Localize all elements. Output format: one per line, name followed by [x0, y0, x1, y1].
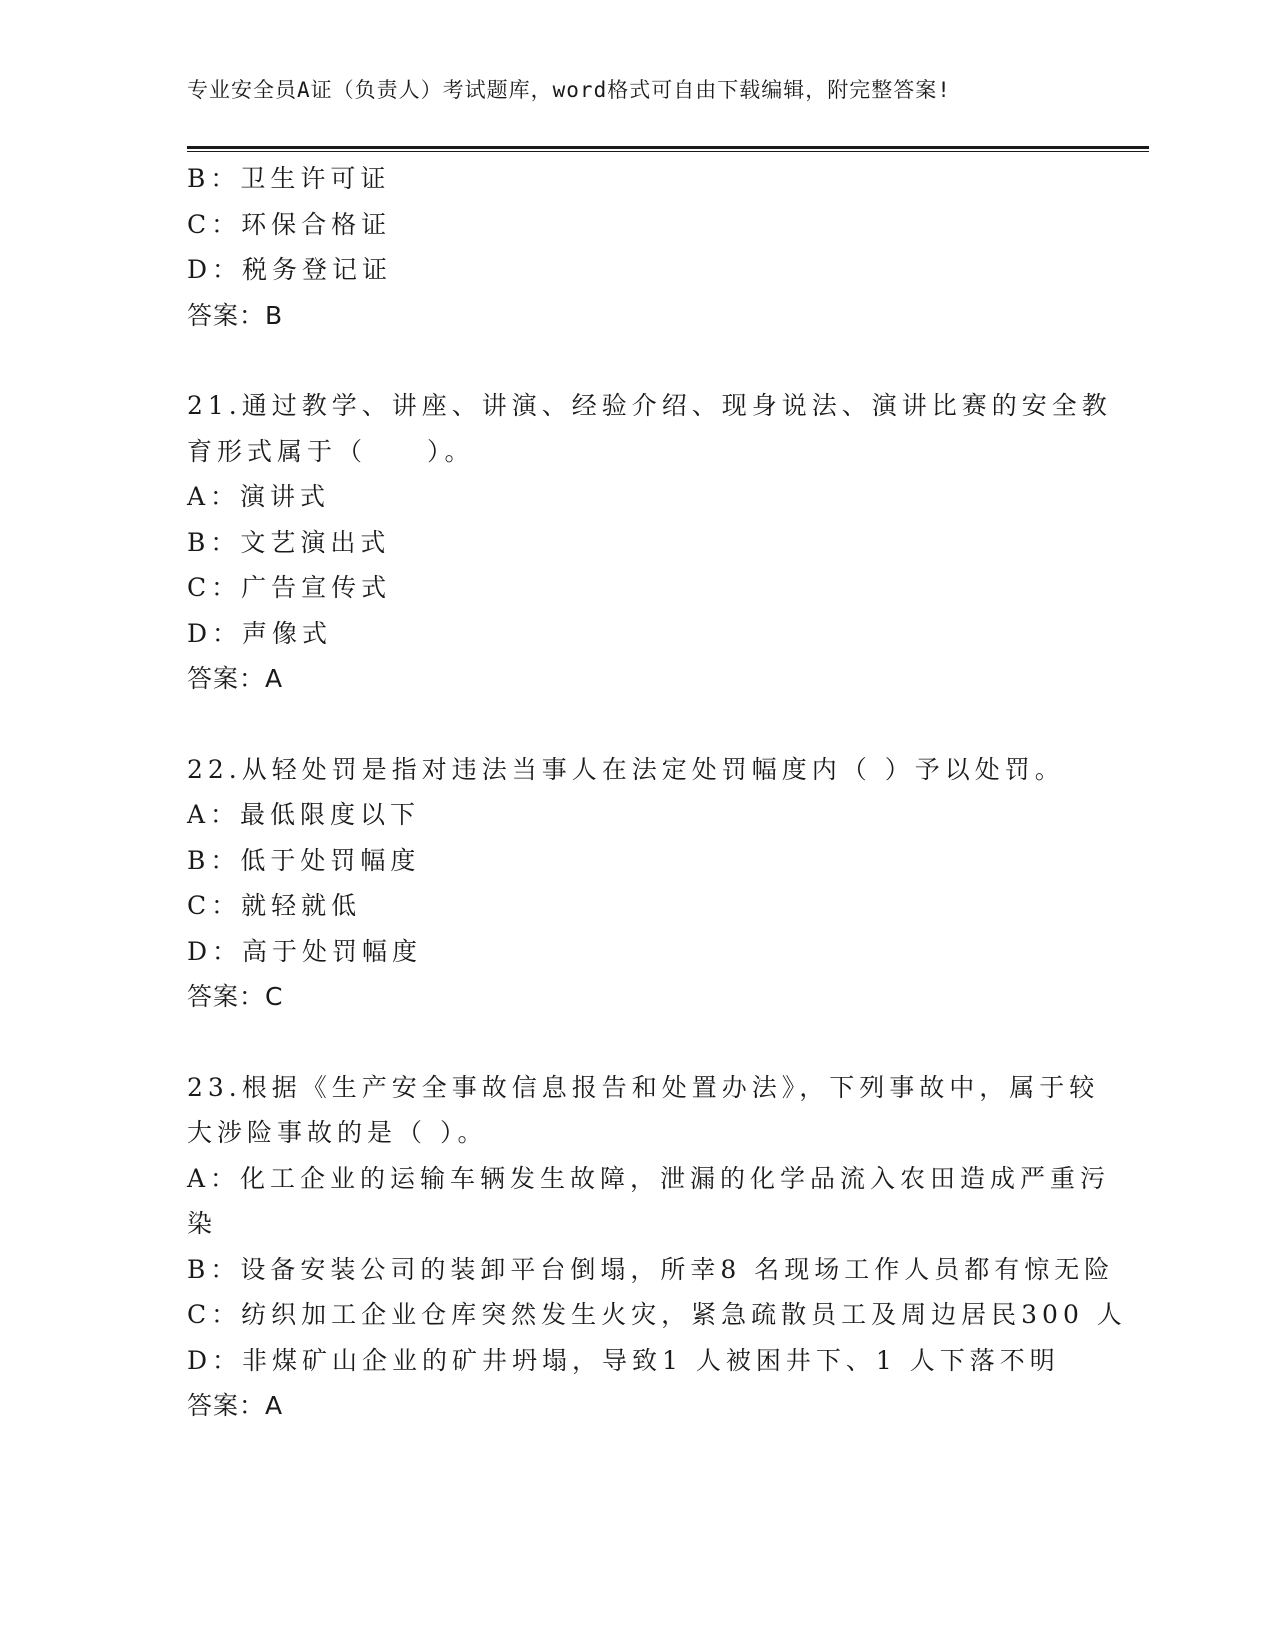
option-b: B：设备安装公司的装卸平台倒塌，所幸8 名现场工作人员都有惊无险 — [187, 1254, 1115, 1284]
question-stem: 21.通过教学、讲座、讲演、经验介绍、现身说法、演讲比赛的安全教 — [187, 391, 1112, 420]
option-d: D：高于处罚幅度 — [187, 936, 423, 966]
spacer — [187, 1020, 1087, 1065]
option-a-continuation: 染 — [187, 1209, 218, 1238]
question-stem: 22.从轻处罚是指对违法当事人在法定处罚幅度内（ ）予以处罚。 — [187, 754, 1065, 784]
question-stem: 23.根据《生产安全事故信息报告和处置办法》，下列事故中，属于较 — [187, 1072, 1100, 1102]
question-stem: 育形式属于（ ）。 — [187, 436, 475, 466]
option-b: B：低于处罚幅度 — [187, 845, 421, 875]
answer-line: 答案：A — [187, 1391, 284, 1420]
option-c: C：环保合格证 — [187, 209, 392, 239]
question-stem: 大涉险事故的是（ ）。 — [187, 1118, 488, 1147]
answer-line: 答案：B — [187, 300, 284, 330]
option-c: C：纺织加工企业仓库突然发生火灾，紧急疏散员工及周边居民300 人 — [187, 1300, 1127, 1329]
option-b: B：卫生许可证 — [187, 164, 391, 193]
spacer — [187, 702, 1087, 747]
option-a: A：化工企业的运输车辆发生故障，泄漏的化学品流入农田造成严重污 — [187, 1163, 1111, 1193]
option-d: D：非煤矿山企业的矿井坍塌，导致1 人被困井下、1 人下落不明 — [187, 1345, 1060, 1375]
option-b: B：文艺演出式 — [187, 527, 391, 557]
question-content — [187, 156, 1127, 1429]
option-c: C：就轻就低 — [187, 891, 362, 920]
option-a: A：演讲式 — [187, 482, 331, 511]
header-rule-thin — [187, 151, 1149, 152]
spacer — [187, 338, 1087, 383]
answer-line: 答案：A — [187, 664, 284, 693]
option-d: D：税务登记证 — [187, 255, 393, 284]
question-21 — [187, 383, 1112, 702]
answer-line: 答案：C — [187, 982, 284, 1011]
option-d: D：声像式 — [187, 618, 333, 648]
page-header: 专业安全员A证（负责人）考试题库，word格式可自由下载编辑，附完整答案! — [187, 78, 951, 102]
header-rule-thick — [187, 146, 1149, 149]
option-a: A：最低限度以下 — [187, 800, 421, 829]
question-23 — [187, 1065, 1127, 1429]
question-20-continuation — [187, 156, 1087, 338]
option-c: C：广告宣传式 — [187, 573, 392, 602]
question-22 — [187, 747, 1087, 1020]
